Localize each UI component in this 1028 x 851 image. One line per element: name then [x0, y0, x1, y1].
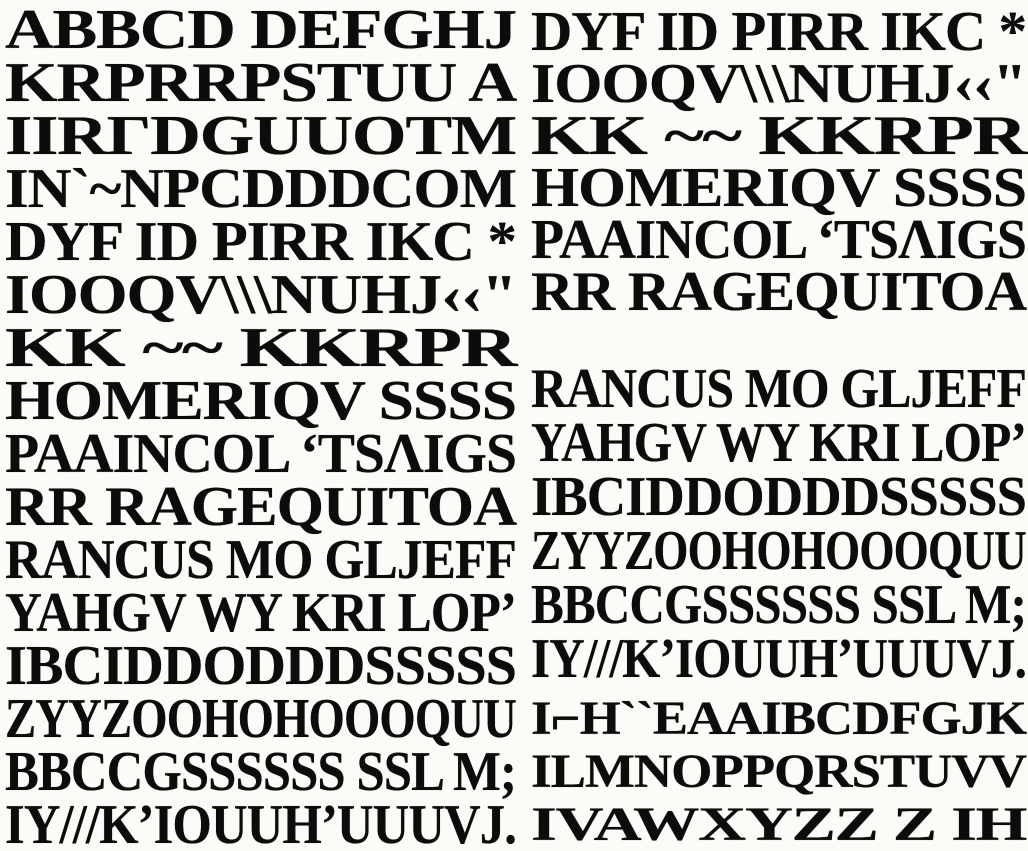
line-text: ABBCD DEFGHJ	[5, 0, 516, 61]
line-text: IBCIDDODDDSSSSS	[531, 466, 1026, 528]
right-line-block-3	[531, 692, 1026, 851]
line-text: DYF ID PIRR IKC *	[531, 1, 1026, 63]
line-text: RR RAGEQUITOA	[5, 476, 516, 538]
calligraphy-line	[5, 52, 516, 114]
calligraphy-line	[531, 358, 1026, 420]
calligraphy-line	[5, 264, 516, 326]
line-text: BBCCGSSSSSS SSL M;	[5, 741, 516, 803]
calligraphy-line	[531, 745, 1026, 798]
line-text: KRPRRPSTUU A	[5, 52, 516, 114]
calligraphy-line	[5, 582, 516, 644]
line-text: IOOQV\\\NUHJ‹‹"	[5, 264, 516, 326]
calligraphy-line	[5, 741, 516, 803]
line-text: I⌐H``EAAIBCDFGJK	[531, 692, 1026, 745]
line-text: IIRΓDGUUOTM	[5, 105, 516, 167]
calligraphy-line	[5, 635, 516, 697]
calligraphy-line	[5, 105, 516, 167]
calligraphy-line	[531, 157, 1026, 219]
calligraphy-line	[5, 688, 516, 750]
line-text: IY///K’IOUUH’UUUVJ.	[531, 628, 1026, 690]
calligraphy-line	[531, 105, 1026, 167]
right-line-block-1	[531, 1, 1026, 323]
line-text: IY///K’IOUUH’UUUVJ.	[5, 794, 516, 851]
calligraphy-line	[5, 476, 516, 538]
line-text: RR RAGEQUITOA	[531, 261, 1026, 323]
line-text: IN`~NPCDDDCOM	[5, 158, 516, 220]
line-text: DYF ID PIRR IKC *	[5, 211, 516, 273]
calligraphy-line	[5, 211, 516, 273]
line-text: KK ~~ KKRPR	[531, 105, 1026, 167]
calligraphy-line	[531, 412, 1026, 474]
line-text: ZYYZOOHOHOOOQUU	[5, 688, 516, 750]
line-text: PAAINCOL ‘TSΛIGS	[5, 423, 516, 485]
calligraphy-line	[531, 628, 1026, 690]
right-column	[531, 1, 1026, 851]
calligraphy-line	[531, 574, 1026, 636]
line-text: HOMERIQV SSSS	[5, 370, 516, 432]
calligraphy-line	[5, 317, 516, 379]
line-text: PAAINCOL ‘TSΛIGS	[531, 209, 1026, 271]
line-text: HOMERIQV SSSS	[531, 157, 1026, 219]
left-column	[5, 0, 516, 851]
calligraphy-line	[531, 466, 1026, 528]
calligraphy-line	[531, 692, 1026, 745]
calligraphy-line	[5, 0, 516, 61]
right-line-block-2	[531, 358, 1026, 690]
calligraphy-line	[531, 1, 1026, 63]
line-text: IVAWXYZZ Z IH	[531, 798, 1026, 851]
calligraphy-line	[5, 529, 516, 591]
line-text: IOOQV\\\NUHJ‹‹"	[531, 53, 1026, 115]
line-text: IBCIDDODDDSSSSS	[5, 635, 516, 697]
line-text: BBCCGSSSSSS SSL M;	[531, 574, 1026, 636]
calligraphy-line	[531, 798, 1026, 851]
line-text: RANCUS MO GLJEFF	[5, 529, 516, 591]
calligraphy-line	[531, 261, 1026, 323]
line-text: ZYYZOOHOHOOOQUU	[531, 520, 1026, 582]
calligraphy-line	[5, 423, 516, 485]
line-text: YAHGV WY KRI LOP’	[531, 412, 1026, 474]
line-text: YAHGV WY KRI LOP’	[5, 582, 516, 644]
line-text: RANCUS MO GLJEFF	[531, 358, 1026, 420]
line-text: ILMNOPPQRSTUVV	[531, 745, 1026, 798]
calligraphy-line	[531, 209, 1026, 271]
calligraphy-line	[531, 53, 1026, 115]
line-text: KK ~~ KKRPR	[5, 317, 516, 379]
calligraphy-line	[5, 794, 516, 851]
calligraphy-line	[5, 158, 516, 220]
calligraphy-line	[531, 520, 1026, 582]
calligraphy-line	[5, 370, 516, 432]
